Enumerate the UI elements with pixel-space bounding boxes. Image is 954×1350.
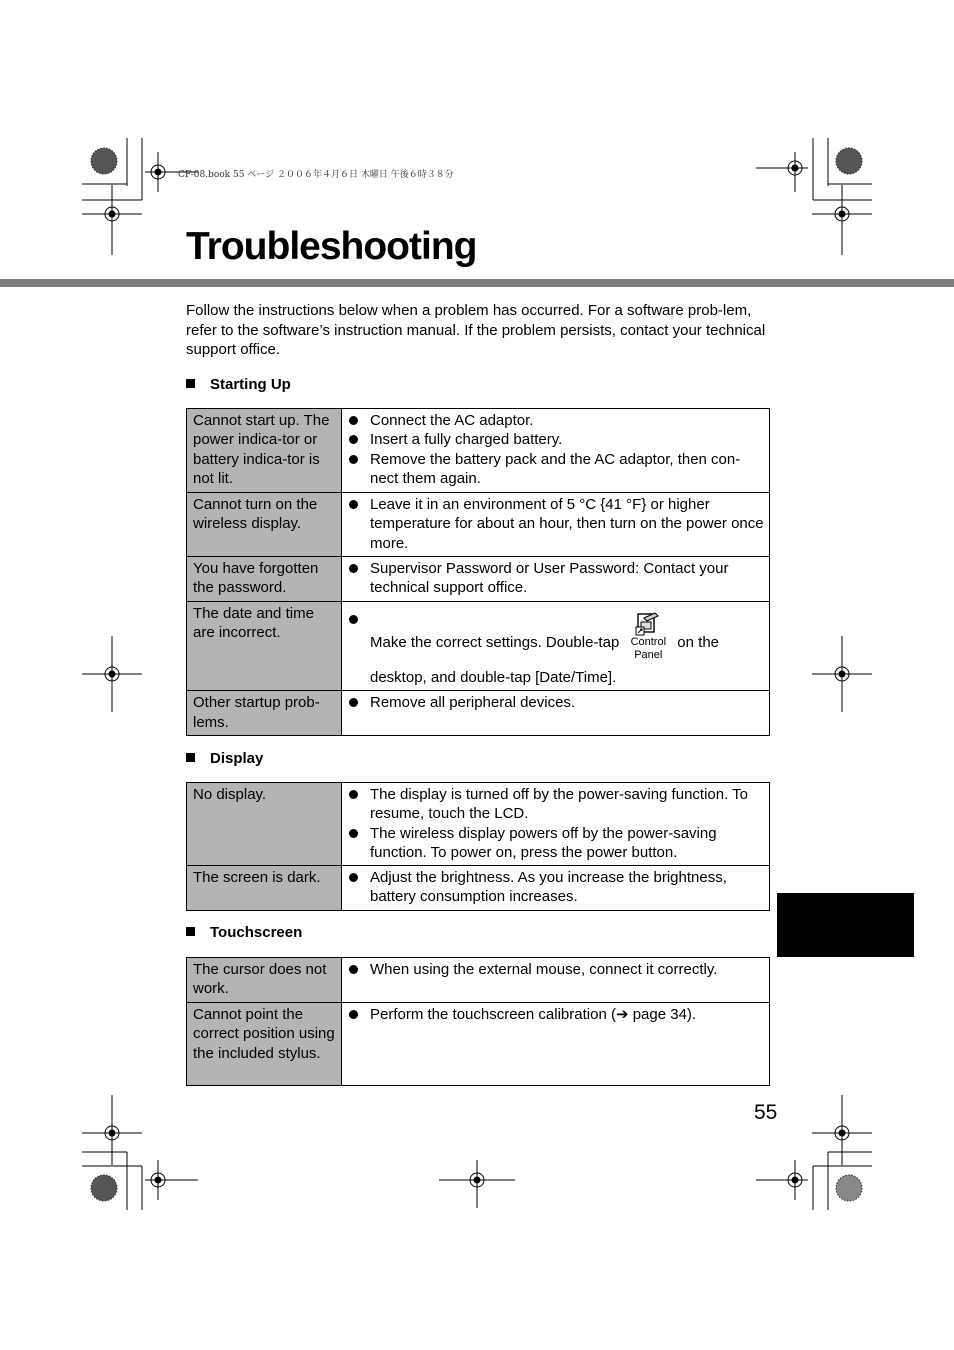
solution-item: Remove all peripheral devices. <box>348 693 765 712</box>
problem-cell: No display. <box>187 783 342 866</box>
chapter-side-tab <box>777 893 914 957</box>
problem-cell: The date and time are incorrect. <box>187 602 342 691</box>
touchscreen-table <box>186 957 770 1086</box>
page-number: 55 <box>754 1101 778 1124</box>
solution-cell <box>342 557 770 602</box>
table-row <box>187 409 770 493</box>
solution-item: The wireless display powers off by the power-saving function. To power on, press the power button. <box>348 824 765 863</box>
section-heading-display: Display <box>186 750 263 768</box>
solution-cell <box>342 493 770 557</box>
square-bullet-icon <box>186 753 195 762</box>
square-bullet-icon <box>186 927 195 936</box>
problem-cell: Cannot turn on the wireless display. <box>187 493 342 557</box>
solution-cell <box>342 602 770 691</box>
problem-cell: You have forgotten the password. <box>187 557 342 602</box>
solution-item: Perform the touchscreen calibration (➔ page 34). <box>348 1005 765 1024</box>
problem-cell: Cannot start up. The power indica-tor or battery indica-tor is not lit. <box>187 409 342 493</box>
solution-cell <box>342 1003 770 1086</box>
section-heading-touchscreen: Touchscreen <box>186 924 302 942</box>
title-rule <box>0 279 954 287</box>
page-title: Troubleshooting <box>186 225 477 268</box>
arrow-right-icon: ➔ <box>615 1005 629 1023</box>
table-row <box>187 557 770 602</box>
print-info-header: CF-08.book 55 ページ ２００６年４月６日 木曜日 午後６時３８分 <box>178 170 454 180</box>
solution-cell <box>342 409 770 493</box>
problem-cell: The screen is dark. <box>187 866 342 911</box>
solution-cell <box>342 958 770 1003</box>
problem-cell: The cursor does not work. <box>187 958 342 1003</box>
solution-item: Remove the battery pack and the AC adaptor, then con-nect them again. <box>348 450 765 489</box>
solution-item: The display is turned off by the power-saving function. To resume, touch the LCD. <box>348 785 765 824</box>
starting-up-table <box>186 408 770 736</box>
table-row <box>187 691 770 736</box>
solution-item: Insert a fully charged battery. <box>348 430 765 449</box>
solution-item: When using the external mouse, connect it correctly. <box>348 960 765 979</box>
solution-cell <box>342 866 770 911</box>
solution-cell <box>342 691 770 736</box>
display-table <box>186 782 770 911</box>
solution-item: Adjust the brightness. As you increase the brightness, battery consumption increases. <box>348 868 765 907</box>
solution-item: Supervisor Password or User Password: Contact your technical support office. <box>348 559 765 598</box>
intro-paragraph: Follow the instructions below when a problem has occurred. For a software prob-lem, refer to the software’s instruction manual. If the problem persists, contact your technical support office. <box>186 302 766 358</box>
solution-item: Leave it in an environment of 5 °C {41 °F} or higher temperature for about an hour, then turn on the power once more. <box>348 495 765 553</box>
table-row <box>187 783 770 866</box>
table-row <box>187 493 770 557</box>
square-bullet-icon <box>186 379 195 388</box>
solution-item: Make the correct settings. Double-tap Control Panel on the desktop, and double-tap [Date/Time]. <box>348 610 765 687</box>
table-row <box>187 602 770 691</box>
table-row <box>187 866 770 911</box>
problem-cell: Cannot point the correct position using the included stylus. <box>187 1003 342 1086</box>
solution-item: Connect the AC adaptor. <box>348 411 765 430</box>
control-panel-icon[interactable]: Control Panel <box>624 612 672 662</box>
table-row <box>187 1003 770 1086</box>
solution-cell <box>342 783 770 866</box>
table-row <box>187 958 770 1003</box>
problem-cell: Other startup prob-lems. <box>187 691 342 736</box>
section-heading-starting-up: Starting Up <box>186 376 291 394</box>
